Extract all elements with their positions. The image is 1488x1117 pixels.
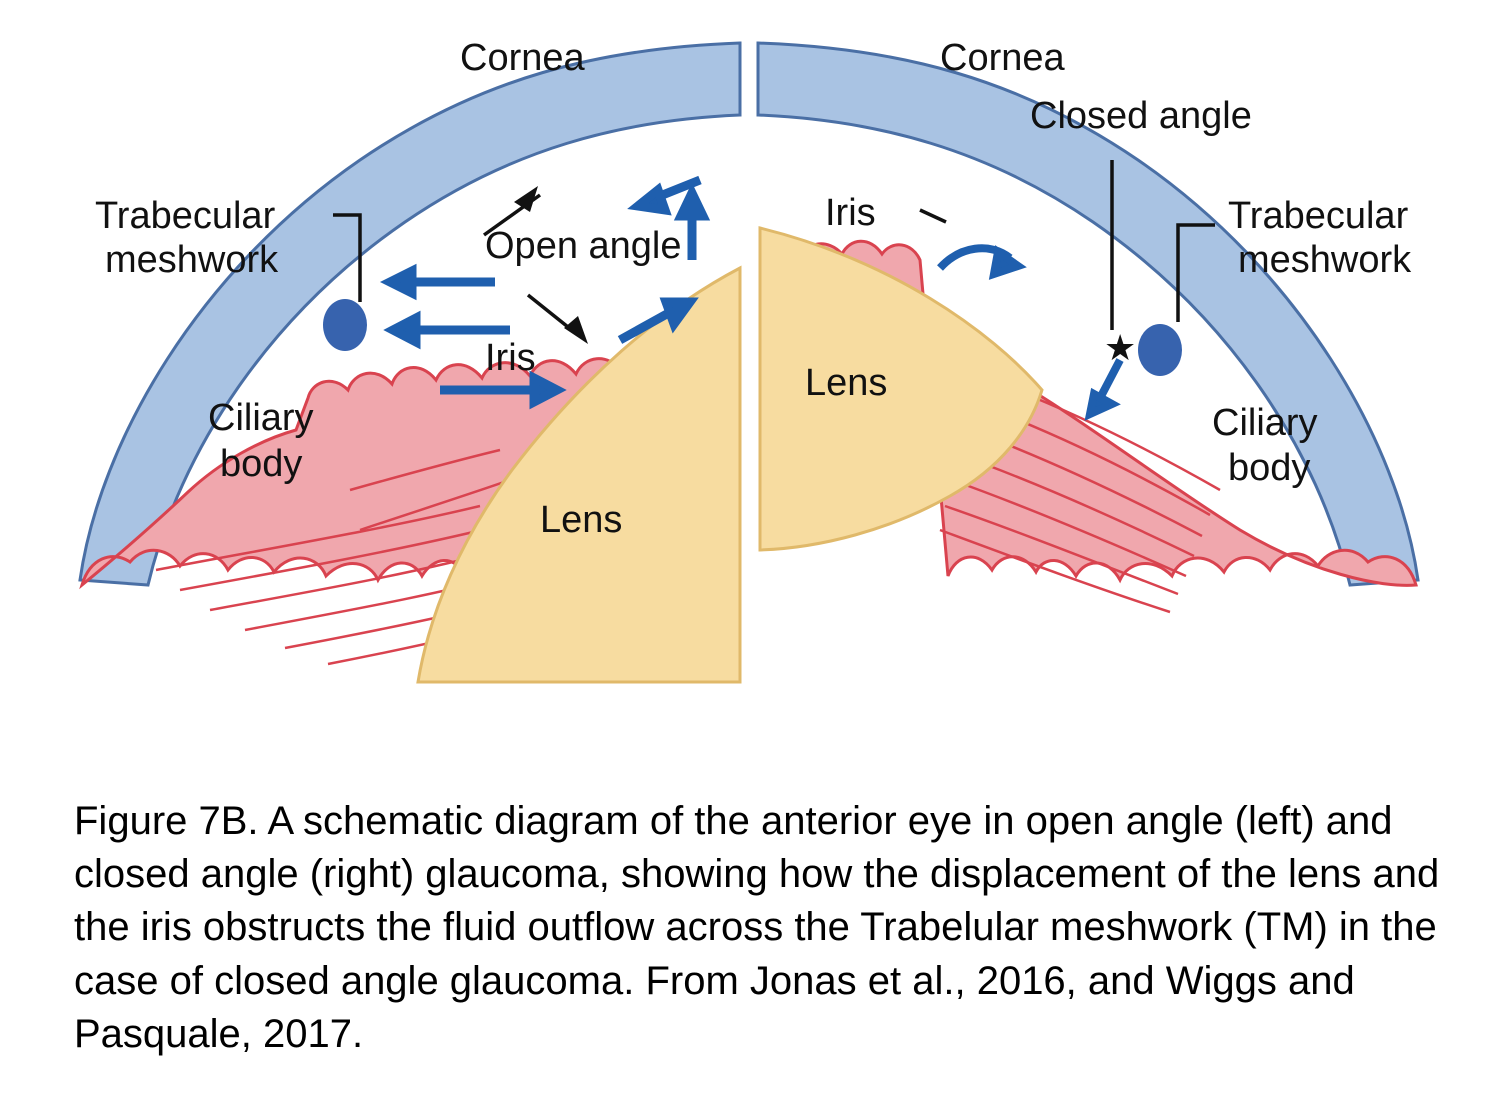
label-ciliary-body-left-line1: Ciliary xyxy=(208,397,314,439)
label-lens-right: Lens xyxy=(805,362,888,404)
open-angle-arrowhead-down xyxy=(564,316,588,344)
label-iris-right: Iris xyxy=(825,192,876,234)
trabecular-meshwork-dot-right xyxy=(1138,324,1182,376)
left-eye-panel xyxy=(80,37,740,682)
label-iris-left: Iris xyxy=(485,337,536,379)
label-cornea-left: Cornea xyxy=(460,37,585,79)
label-cornea-right: Cornea xyxy=(940,37,1065,79)
closed-angle-star-marker: ★ xyxy=(1104,327,1137,368)
label-ciliary-body-left-line2: body xyxy=(220,443,303,485)
right-eye-panel xyxy=(758,37,1418,612)
label-trabecular-meshwork-left-line2: meshwork xyxy=(105,239,279,281)
label-closed-angle: Closed angle xyxy=(1030,95,1252,137)
eye-schematic-diagram xyxy=(60,10,1440,750)
label-trabecular-meshwork-right-line2: meshwork xyxy=(1238,239,1412,281)
trabecular-meshwork-dot-left xyxy=(323,299,367,351)
eye-diagram-svg xyxy=(60,10,1440,750)
figure-caption: Figure 7B. A schematic diagram of the anterior eye in open angle (left) and closed angle (right) glaucoma, showing how the displacement of the lens and the iris obstructs the fluid outflow across the Trabelular meshwork (TM) in the case of closed angle glaucoma. From Jonas et al., 2016, and Wiggs and Pasquale, 2017. xyxy=(74,799,1440,1056)
label-open-angle: Open angle xyxy=(485,225,682,267)
label-trabecular-meshwork-right-line1: Trabecular xyxy=(1228,195,1409,237)
label-ciliary-body-right-line1: Ciliary xyxy=(1212,402,1318,444)
label-lens-left: Lens xyxy=(540,499,623,541)
label-ciliary-body-right-line2: body xyxy=(1228,447,1311,489)
label-trabecular-meshwork-left-line1: Trabecular xyxy=(95,195,276,237)
